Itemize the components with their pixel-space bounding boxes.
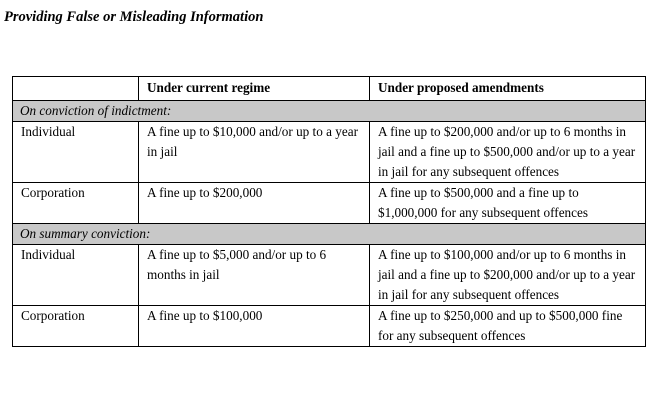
entity-cell: Corporation xyxy=(13,306,139,347)
current-regime-cell: A fine up to $200,000 xyxy=(139,183,370,224)
section-row-indictment xyxy=(13,101,646,122)
document-title: Providing False or Misleading Information xyxy=(4,9,264,25)
table-row xyxy=(13,245,646,306)
header-proposed-amendments: Under proposed amendments xyxy=(370,77,646,101)
entity-cell: Corporation xyxy=(13,183,139,224)
section-label: On summary conviction: xyxy=(13,224,646,245)
proposed-amendment-cell: A fine up to $500,000 and a fine up to $1,000,000 for any subsequent offences xyxy=(370,183,646,224)
penalties-table xyxy=(12,76,646,347)
section-row-summary xyxy=(13,224,646,245)
entity-cell: Individual xyxy=(13,245,139,306)
header-current-regime: Under current regime xyxy=(139,77,370,101)
current-regime-cell: A fine up to $100,000 xyxy=(139,306,370,347)
table-header-row xyxy=(13,77,646,101)
entity-cell: Individual xyxy=(13,122,139,183)
current-regime-cell: A fine up to $5,000 and/or up to 6 months in jail xyxy=(139,245,370,306)
header-entity xyxy=(13,77,139,101)
table-row xyxy=(13,183,646,224)
proposed-amendment-cell: A fine up to $250,000 and up to $500,000 fine for any subsequent offences xyxy=(370,306,646,347)
proposed-amendment-cell: A fine up to $200,000 and/or up to 6 months in jail and a fine up to $500,000 and/or up to a year in jail for any subsequent offences xyxy=(370,122,646,183)
proposed-amendment-cell: A fine up to $100,000 and/or up to 6 months in jail and a fine up to $200,000 and/or up to a year in jail for any subsequent offences xyxy=(370,245,646,306)
section-label: On conviction of indictment: xyxy=(13,101,646,122)
table-row xyxy=(13,122,646,183)
table-row xyxy=(13,306,646,347)
current-regime-cell: A fine up to $10,000 and/or up to a year in jail xyxy=(139,122,370,183)
